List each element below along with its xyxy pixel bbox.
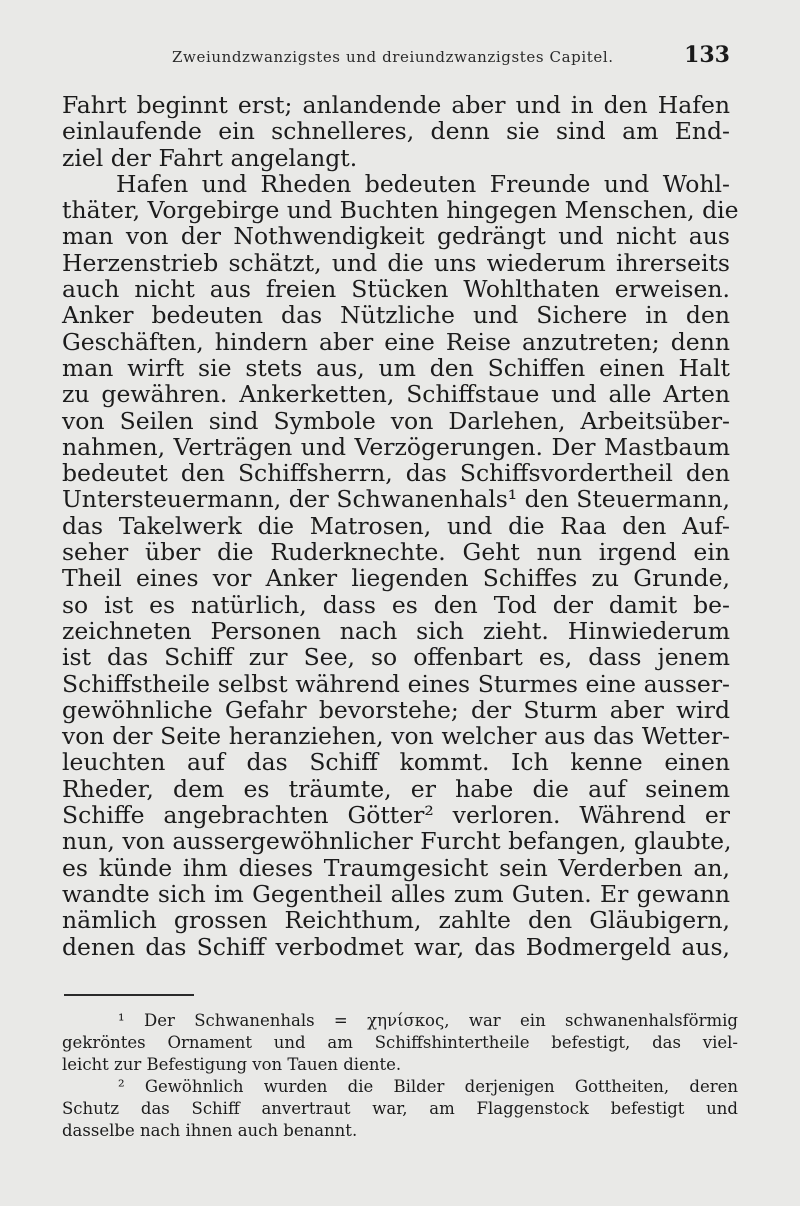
page-header xyxy=(62,40,730,76)
footnote-line: leicht zur Befestigung von Tauen diente. xyxy=(62,1055,402,1074)
text-line: ziel der Fahrt angelangt. xyxy=(62,143,358,172)
text-line: Fahrt beginnt erst; anlandende aber und in den Hafen xyxy=(62,91,730,119)
text-line: man wirft sie stets aus, um den Schiffen einen Halt xyxy=(62,353,730,382)
text-line: Herzenstrieb schätzt, und die uns wiederum ihrerseits xyxy=(62,248,730,277)
text-line: zeichneten Personen nach sich zieht. Hinwiederum xyxy=(62,616,730,645)
text-line: von der Seite heranziehen, von welcher aus das Wetter- xyxy=(62,722,730,751)
text-line: bedeutet den Schiffsherrn, das Schiffsvordertheil den xyxy=(62,459,730,488)
text-line: auch nicht aus freien Stücken Wohlthaten erweisen. xyxy=(62,275,730,304)
text-line: Theil eines vor Anker liegenden Schiffes zu Grunde, xyxy=(62,564,730,593)
running-title: Zweiundzwanzigstes und dreiundzwanzigstes Capitel. xyxy=(172,48,614,66)
text-line: thäter, Vorgebirge und Buchten hingegen Menschen, die xyxy=(62,196,739,225)
text-line: Schiffstheile selbst während eines Sturmes eine ausser- xyxy=(62,669,730,698)
text-line: Hafen und Rheden bedeuten Freunde und Wohl- xyxy=(116,169,730,198)
text-line: seher über die Ruderknechte. Geht nun irgend ein xyxy=(62,538,730,567)
text-line: einlaufende ein schnelleres, denn sie sind am End- xyxy=(62,117,730,146)
footnote-line: dasselbe nach ihnen auch benannt. xyxy=(62,1121,358,1140)
text-line: denen das Schiff verbodmet war, das Bodmergeld aus, xyxy=(62,932,730,961)
text-line: Rheder, dem es träumte, er habe die auf seinem xyxy=(62,774,730,803)
text-line: man von der Nothwendigkeit gedrängt und nicht aus xyxy=(62,222,730,251)
text-line: so ist es natürlich, dass es den Tod der damit be- xyxy=(62,590,730,619)
text-line: das Takelwerk die Matrosen, und die Raa den Auf- xyxy=(62,511,730,540)
text-line: zu gewähren. Ankerketten, Schiffstaue und alle Arten xyxy=(62,380,730,409)
text-line: es künde ihm dieses Traumgesicht sein Verderben an, xyxy=(62,853,730,882)
footnote-line: ² Gewöhnlich wurden die Bilder derjenigen Gottheiten, deren xyxy=(118,1077,738,1096)
text-line: nämlich grossen Reichthum, zahlte den Gläubigern, xyxy=(62,906,730,935)
text-line: leuchten auf das Schiff kommt. Ich kenne einen xyxy=(62,748,730,777)
text-line: wandte sich im Gegentheil alles zum Guten. Er gewann xyxy=(62,879,730,908)
text-line: Geschäften, hindern aber eine Reise anzutreten; denn xyxy=(62,327,730,356)
footnote-line: Schutz das Schiff anvertraut war, am Flaggenstock befestigt und xyxy=(62,1099,738,1118)
text-line: gewöhnliche Gefahr bevorstehe; der Sturm aber wird xyxy=(62,695,730,724)
text-line: von Seilen sind Symbole von Darlehen, Arbeitsüber- xyxy=(62,406,730,435)
footnote-line: ¹ Der Schwanenhals = χηνίσκος, war ein schwanenhalsförmig xyxy=(118,1011,738,1030)
footnotes-block xyxy=(62,1010,738,1142)
text-line: ist das Schiff zur See, so offenbart es, dass jenem xyxy=(62,643,730,672)
text-line: nahmen, Verträgen und Verzögerungen. Der Mastbaum xyxy=(62,432,730,461)
text-line: Schiffe angebrachten Götter² verloren. Während er xyxy=(62,801,730,830)
text-line: Anker bedeuten das Nützliche und Sichere in den xyxy=(62,301,730,330)
page-number: 133 xyxy=(684,42,730,68)
text-line: nun, von aussergewöhnlicher Furcht befangen, glaubte, xyxy=(62,827,732,856)
footnote-line: gekröntes Ornament und am Schiffshintertheile befestigt, das viel- xyxy=(62,1033,738,1052)
main-text-block xyxy=(62,91,739,961)
footnote-separator xyxy=(64,994,194,996)
text-line: Untersteuermann, der Schwanenhals¹ den Steuermann, xyxy=(62,485,730,514)
